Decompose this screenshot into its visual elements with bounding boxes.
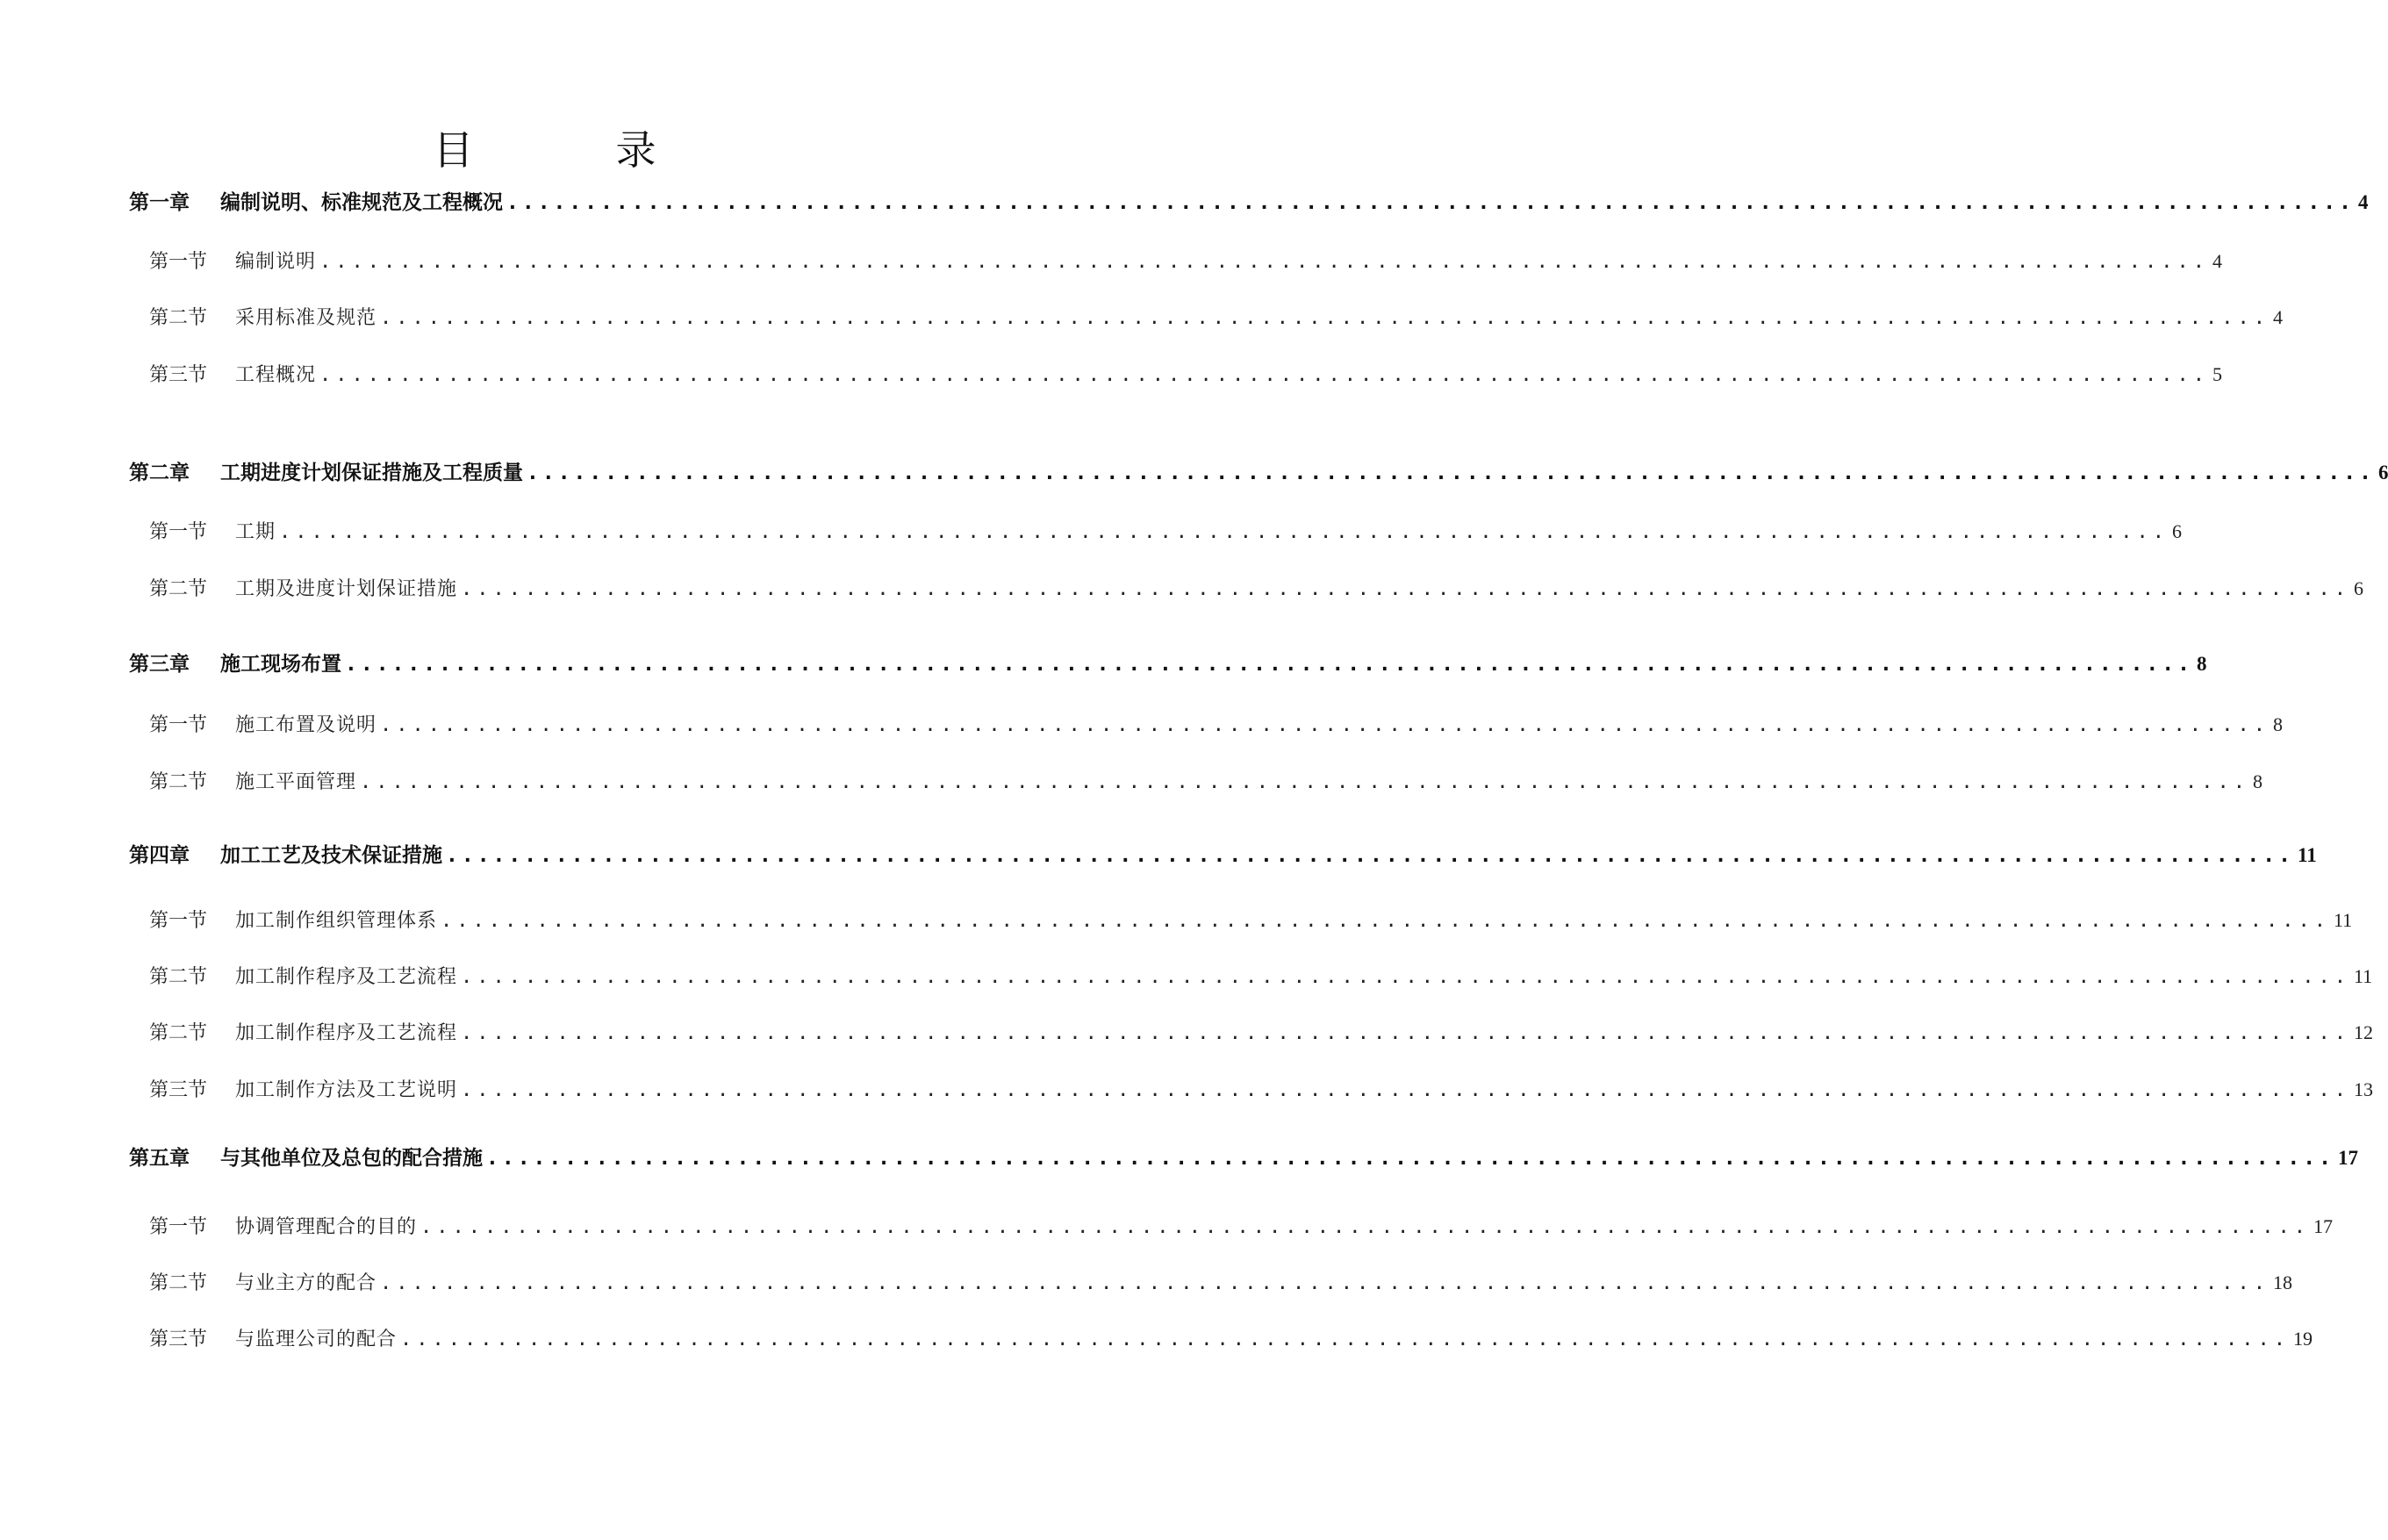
dot-leader: ...................................................................................................................... xyxy=(380,714,2270,736)
section-title: 加工制作方法及工艺说明 xyxy=(235,1079,458,1101)
toc-section-entry[interactable] xyxy=(149,306,2283,329)
section-title: 施工布置及说明 xyxy=(235,714,377,736)
section-number: 第一节 xyxy=(149,714,208,736)
page-number: 12 xyxy=(2353,1021,2373,1043)
dot-leader: ...................................................................................................................... xyxy=(319,364,2209,386)
page-number: 6 xyxy=(2353,577,2363,599)
toc-title: 目 录 xyxy=(433,126,707,174)
page-number: 8 xyxy=(2252,770,2263,792)
toc-section-entry[interactable] xyxy=(149,1078,2373,1101)
section-number: 第二节 xyxy=(149,966,208,988)
page-number: 11 xyxy=(2353,965,2373,987)
toc-section-entry[interactable] xyxy=(149,363,2222,386)
dot-leader: ...................................................................................................................... xyxy=(461,1079,2350,1101)
toc-chapter-entry[interactable] xyxy=(129,652,2207,676)
toc-section-entry[interactable] xyxy=(149,770,2263,793)
page-number: 18 xyxy=(2272,1271,2292,1293)
section-title: 工程概况 xyxy=(235,364,317,386)
toc-chapter-entry[interactable] xyxy=(129,1146,2358,1170)
dot-leader: ...................................................................................................................... xyxy=(345,653,2193,676)
section-number: 第二节 xyxy=(149,1272,208,1294)
toc-chapter-entry[interactable] xyxy=(129,843,2317,867)
dot-leader: ...................................................................................................................... xyxy=(446,844,2294,867)
toc-section-entry[interactable] xyxy=(149,713,2283,736)
toc-section-entry[interactable] xyxy=(149,909,2353,932)
page-number: 11 xyxy=(2297,844,2317,866)
section-number: 第一节 xyxy=(149,910,208,932)
chapter-title: 编制说明、标准规范及工程概况 xyxy=(220,190,503,214)
section-title: 与业主方的配合 xyxy=(235,1272,377,1294)
section-number: 第三节 xyxy=(149,1329,208,1350)
section-title: 加工制作组织管理体系 xyxy=(235,910,438,932)
chapter-title: 与其他单位及总包的配合措施 xyxy=(220,1146,483,1170)
section-title: 加工制作程序及工艺流程 xyxy=(235,966,458,988)
chapter-number: 第五章 xyxy=(129,1146,190,1170)
page-number: 8 xyxy=(2272,713,2283,735)
section-number: 第三节 xyxy=(149,1079,208,1101)
page-number: 11 xyxy=(2333,909,2353,931)
section-title: 采用标准及规范 xyxy=(235,307,377,329)
section-number: 第二节 xyxy=(149,771,208,793)
dot-leader: ...................................................................................................................... xyxy=(319,251,2209,273)
page-number: 19 xyxy=(2292,1328,2313,1350)
toc-section-entry[interactable] xyxy=(149,520,2182,543)
dot-leader: ...................................................................................................................... xyxy=(380,1272,2270,1294)
dot-leader: ...................................................................................................................... xyxy=(461,1022,2350,1044)
dot-leader: ...................................................................................................................... xyxy=(380,307,2270,329)
page-number: 13 xyxy=(2353,1078,2373,1100)
dot-leader: ...................................................................................................................... xyxy=(486,1147,2334,1170)
page-number: 6 xyxy=(2171,520,2182,542)
toc-section-entry[interactable] xyxy=(149,577,2363,600)
dot-leader: ...................................................................................................................... xyxy=(420,1216,2310,1238)
page-number: 5 xyxy=(2212,363,2222,385)
dot-leader: ...................................................................................................................... xyxy=(441,910,2330,932)
section-title: 工期 xyxy=(235,521,276,543)
page-number: 4 xyxy=(2357,191,2369,213)
chapter-title: 施工现场布置 xyxy=(220,652,341,676)
page-number: 17 xyxy=(2337,1147,2358,1169)
dot-leader: ...................................................................................................................... xyxy=(506,191,2355,214)
toc-section-entry[interactable] xyxy=(149,1271,2292,1294)
toc-section-entry[interactable] xyxy=(149,1215,2333,1238)
section-title: 施工平面管理 xyxy=(235,771,357,793)
toc-chapter-entry[interactable] xyxy=(129,190,2369,214)
page-number: 17 xyxy=(2313,1215,2333,1237)
chapter-title: 加工工艺及技术保证措施 xyxy=(220,843,442,867)
section-title: 协调管理配合的目的 xyxy=(235,1216,418,1238)
toc-section-entry[interactable] xyxy=(149,965,2373,988)
page-number: 4 xyxy=(2272,306,2283,328)
section-title: 加工制作程序及工艺流程 xyxy=(235,1022,458,1044)
dot-leader: ...................................................................................................................... xyxy=(461,966,2350,988)
toc-section-entry[interactable] xyxy=(149,1328,2313,1350)
toc-chapter-entry[interactable] xyxy=(129,461,2388,484)
page-number: 8 xyxy=(2196,653,2207,675)
dot-leader: ...................................................................................................................... xyxy=(527,462,2375,484)
dot-leader: ...................................................................................................................... xyxy=(360,771,2249,793)
section-number: 第三节 xyxy=(149,364,208,386)
chapter-number: 第一章 xyxy=(129,190,190,214)
chapter-title: 工期进度计划保证措施及工程质量 xyxy=(220,461,523,484)
chapter-number: 第二章 xyxy=(129,461,190,484)
section-number: 第二节 xyxy=(149,1022,208,1044)
dot-leader: ...................................................................................................................... xyxy=(400,1329,2290,1350)
section-title: 编制说明 xyxy=(235,251,317,273)
section-number: 第一节 xyxy=(149,1216,208,1238)
toc-section-entry[interactable] xyxy=(149,250,2222,273)
section-number: 第一节 xyxy=(149,521,208,543)
section-number: 第二节 xyxy=(149,307,208,329)
page-number: 6 xyxy=(2377,462,2388,483)
chapter-number: 第三章 xyxy=(129,652,190,676)
dot-leader: ...................................................................................................................... xyxy=(279,521,2169,543)
section-title: 与监理公司的配合 xyxy=(235,1329,398,1350)
section-number: 第二节 xyxy=(149,578,208,600)
toc-section-entry[interactable] xyxy=(149,1021,2373,1044)
chapter-number: 第四章 xyxy=(129,843,190,867)
section-number: 第一节 xyxy=(149,251,208,273)
dot-leader: ...................................................................................................................... xyxy=(461,578,2350,600)
section-title: 工期及进度计划保证措施 xyxy=(235,578,458,600)
page-number: 4 xyxy=(2212,250,2222,272)
